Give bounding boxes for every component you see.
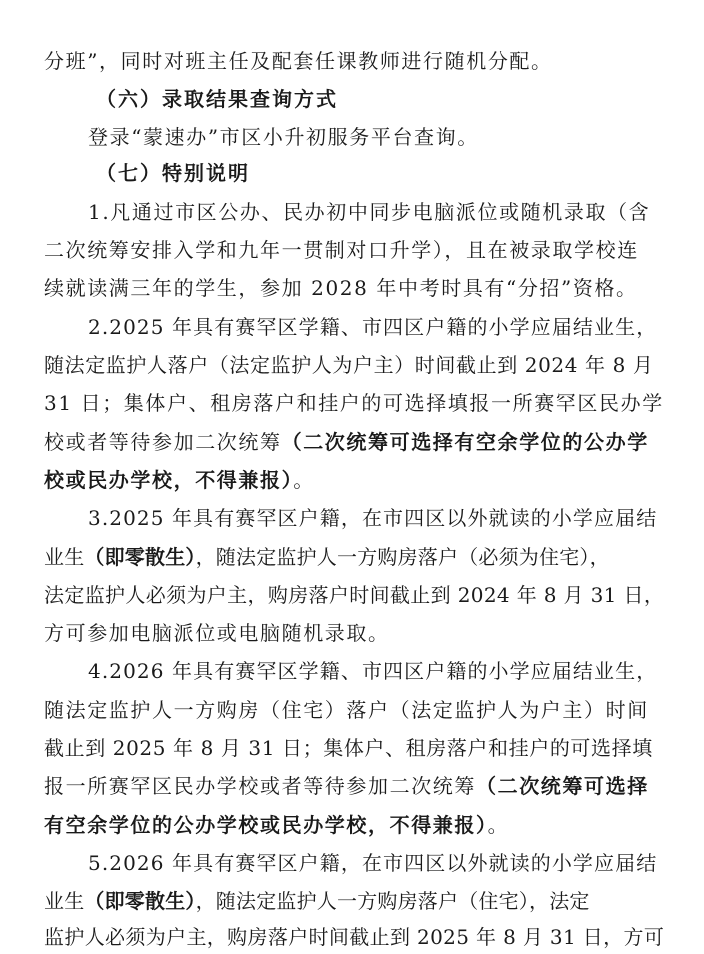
text-line [44, 920, 664, 954]
text-line [44, 693, 664, 727]
text-segment: 监护人必须为户主，购房落户时间截止到 2025 年 8 月 31 日，方可 [44, 925, 665, 949]
paragraph-1-start [88, 195, 664, 229]
bold-segment: （即零散生） [84, 545, 196, 569]
text-line [88, 120, 664, 154]
text-segment: 随法定监护人一方购房（住宅）落户（法定监护人为户主）时间 [44, 698, 649, 722]
text-segment: ，随法定监护人一方购房落户（住宅），法定 [195, 889, 590, 913]
text-line [44, 386, 664, 420]
text-line [44, 44, 664, 78]
bold-segment: 校或民办学校，不得兼报） [44, 468, 294, 492]
text-segment: ，随法定监护人一方购房落户（必须为住宅）， [195, 545, 610, 569]
text-segment: 1.凡通过市区公办、民办初中同步电脑派位或随机录取（含 [88, 200, 651, 224]
section-heading-6 [96, 82, 704, 116]
text-line [44, 463, 664, 497]
paragraph-5-start [88, 846, 664, 880]
paragraph-2-start [88, 310, 664, 344]
text-line [44, 540, 664, 574]
paragraph-4-start [88, 654, 664, 688]
text-line [44, 884, 664, 918]
section-heading-text: （七）特别说明 [96, 161, 250, 185]
bold-segment: （二次统筹可选择 [476, 774, 649, 798]
text-segment: 5.2026 年具有赛罕区户籍，在市四区以外就读的小学应届结 [88, 851, 658, 875]
section-heading-7 [96, 156, 704, 190]
paragraph-3-start [88, 501, 664, 535]
text-segment: 截止到 2025 年 8 月 31 日；集体户、租房落户和挂户的可选择填 [44, 736, 653, 760]
text-line [44, 808, 664, 842]
text-segment: 。 [487, 813, 510, 837]
text-line [44, 233, 664, 267]
text-segment: 续就读满三年的学生，参加 2028 年中考时具有“分招”资格。 [44, 276, 638, 300]
text-segment: 校或者等待参加二次统筹 [44, 430, 282, 454]
text-segment: 分班”，同时对班主任及配套任课教师进行随机分配。 [44, 49, 553, 73]
text-segment: 3.2025 年具有赛罕区户籍，在市四区以外就读的小学应届结 [88, 506, 658, 530]
text-segment: 业生 [44, 545, 85, 569]
text-segment: 2.2025 年具有赛罕区学籍、市四区户籍的小学应届结业生， [88, 315, 658, 339]
text-line [44, 271, 664, 305]
bold-segment: （二次统筹可选择有空余学位的公办学 [281, 430, 649, 454]
text-segment: 二次统筹安排入学和九年一贯制对口升学），且在被录取学校连 [44, 238, 639, 262]
section-heading-text: （六）录取结果查询方式 [96, 87, 338, 111]
text-line [44, 425, 664, 459]
text-line [44, 616, 664, 650]
text-segment: 4.2026 年具有赛罕区学籍、市四区户籍的小学应届结业生， [88, 659, 658, 683]
text-segment: 31 日；集体户、租房落户和挂户的可选择填报一所赛罕区民办学 [44, 391, 664, 415]
text-line [44, 731, 664, 765]
bold-segment: 有空余学位的公办学校或民办学校，不得兼报） [44, 813, 488, 837]
text-segment: 随法定监护人落户（法定监护人为户主）时间截止到 2024 年 8 月 [44, 353, 654, 377]
text-segment: 报一所赛罕区民办学校或者等待参加二次统筹 [44, 774, 476, 798]
text-segment: 方可参加电脑派位或电脑随机录取。 [44, 621, 390, 645]
text-segment: 法定监护人必须为户主，购房落户时间截止到 2024 年 8 月 31 日， [44, 583, 665, 607]
text-line [44, 769, 664, 803]
text-line [44, 578, 664, 612]
text-segment: 。 [293, 468, 315, 492]
text-segment: 登录“蒙速办”市区小升初服务平台查询。 [88, 125, 479, 149]
bold-segment: （即零散生） [84, 889, 196, 913]
text-line [44, 348, 664, 382]
text-segment: 业生 [44, 889, 85, 913]
